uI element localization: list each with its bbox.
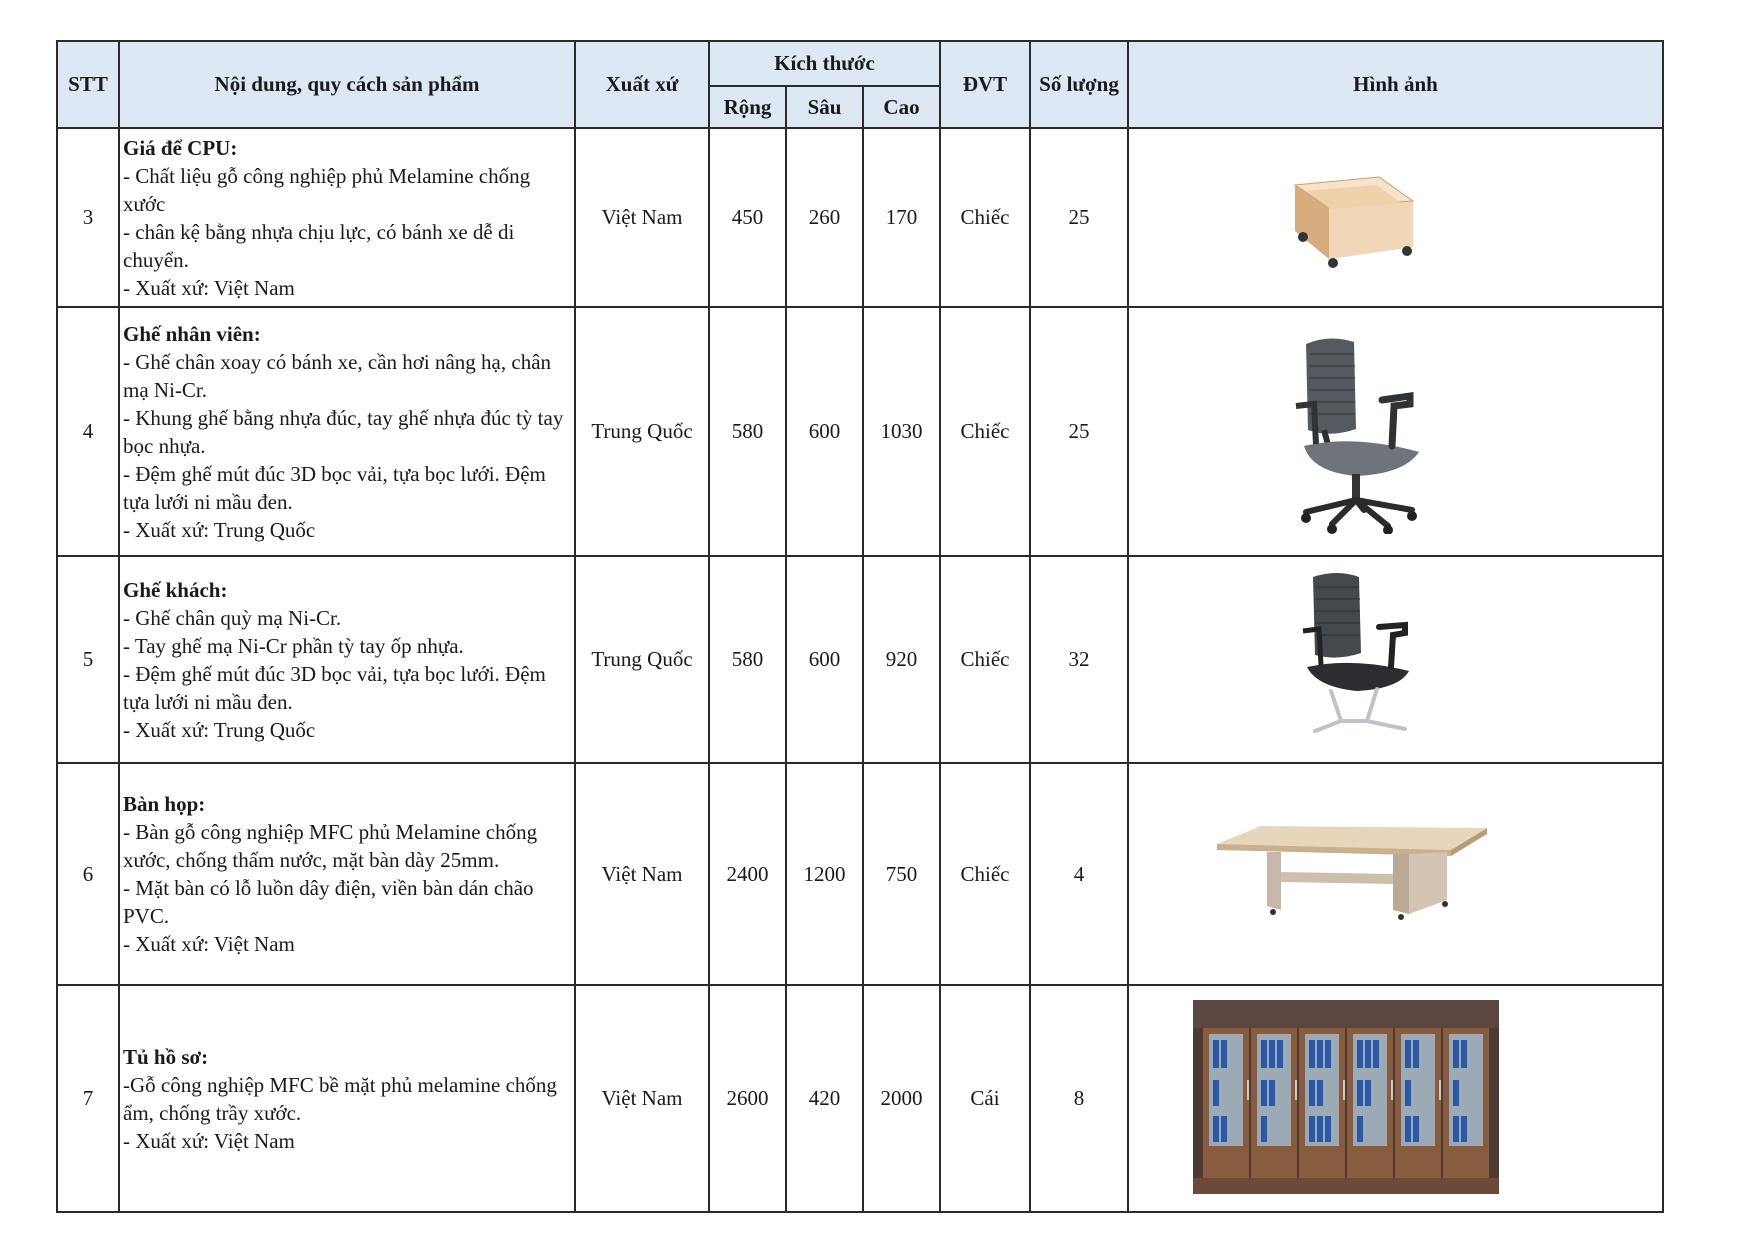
cell-height: 170 (863, 128, 940, 307)
cell-origin: Việt Nam (575, 763, 709, 985)
cell-unit: Chiếc (940, 763, 1030, 985)
cell-width: 450 (709, 128, 786, 307)
cell-image (1128, 307, 1663, 556)
cell-origin: Trung Quốc (575, 307, 709, 556)
cell-description (119, 128, 575, 307)
cell-quantity: 4 (1030, 763, 1128, 985)
spec-line: - Xuất xứ: Trung Quốc (123, 717, 316, 742)
header-dimensions: Kích thước (709, 41, 940, 86)
cell-unit: Cái (940, 985, 1030, 1212)
header-unit: ĐVT (940, 41, 1030, 128)
header-image: Hình ảnh (1128, 41, 1663, 128)
cell-description (119, 763, 575, 985)
cell-quantity: 25 (1030, 307, 1128, 556)
guest-chair-photo (1297, 571, 1417, 741)
cell-stt: 5 (57, 556, 119, 763)
spec-line: - Ghế chân quỳ mạ Ni-Cr. (123, 605, 342, 630)
cell-depth: 600 (786, 307, 863, 556)
spec-line: - Xuất xứ: Việt Nam (123, 932, 295, 956)
product-spec-sheet (56, 40, 1662, 1213)
cell-origin: Việt Nam (575, 128, 709, 307)
cell-width: 580 (709, 307, 786, 556)
table-row (57, 307, 1663, 556)
header-origin: Xuất xứ (575, 41, 709, 128)
spec-line: - Xuất xứ: Trung Quốc (123, 517, 316, 542)
cell-unit: Chiếc (940, 128, 1030, 307)
cell-depth: 420 (786, 985, 863, 1212)
header-stt: STT (57, 41, 119, 128)
spec-line: - Mặt bàn có lỗ luồn dây điện, viền bàn dán chão PVC. (123, 876, 534, 928)
cell-image (1128, 556, 1663, 763)
spec-line: - Đệm ghế mút đúc 3D bọc vải, tựa bọc lưới. Đệm tựa lưới ni mầu đen. (123, 461, 546, 514)
header-width: Rộng (709, 86, 786, 128)
cell-stt: 4 (57, 307, 119, 556)
cell-depth: 600 (786, 556, 863, 763)
cell-image (1128, 763, 1663, 985)
office-chair-photo (1284, 334, 1434, 534)
spec-line: -Gỗ công nghiệp MFC bề mặt phủ melamine chống ẩm, chống trầy xước. (123, 1072, 557, 1125)
cell-stt: 3 (57, 128, 119, 307)
item-title: Giá để CPU: (123, 135, 238, 160)
header-quantity: Số lượng (1030, 41, 1128, 128)
cell-width: 580 (709, 556, 786, 763)
cell-description (119, 556, 575, 763)
cell-origin: Trung Quốc (575, 556, 709, 763)
cell-height: 750 (863, 763, 940, 985)
item-title: Bàn họp: (123, 792, 206, 816)
cell-width: 2600 (709, 985, 786, 1212)
cpu-stand-photo (1289, 171, 1419, 269)
table-row (57, 128, 1663, 307)
cell-stt: 7 (57, 985, 119, 1212)
spec-line: - Tay ghế mạ Ni-Cr phần tỳ tay ốp nhựa. (123, 633, 464, 658)
header-depth: Sâu (786, 86, 863, 128)
spec-line: - Xuất xứ: Việt Nam (123, 1128, 295, 1153)
cell-quantity: 25 (1030, 128, 1128, 307)
spec-line: - chân kệ bằng nhựa chịu lực, có bánh xe dễ di chuyển. (123, 219, 515, 272)
table-row (57, 985, 1663, 1212)
spec-line: - Đệm ghế mút đúc 3D bọc vải, tựa bọc lưới. Đệm tựa lưới ni mầu đen. (123, 661, 546, 714)
file-cabinet-photo (1193, 1000, 1499, 1194)
cell-unit: Chiếc (940, 307, 1030, 556)
header-height: Cao (863, 86, 940, 128)
product-table (56, 40, 1664, 1213)
cell-depth: 260 (786, 128, 863, 307)
item-title: Ghế nhân viên: (123, 321, 261, 346)
cell-image (1128, 128, 1663, 307)
cell-stt: 6 (57, 763, 119, 985)
cell-width: 2400 (709, 763, 786, 985)
cell-quantity: 32 (1030, 556, 1128, 763)
item-title: Tủ hồ sơ: (123, 1044, 209, 1069)
header-content: Nội dung, quy cách sản phẩm (119, 41, 575, 128)
meeting-table-photo (1215, 822, 1490, 928)
cell-origin: Việt Nam (575, 985, 709, 1212)
cell-description (119, 985, 575, 1212)
cell-height: 1030 (863, 307, 940, 556)
cell-height: 2000 (863, 985, 940, 1212)
cell-image (1128, 985, 1663, 1212)
cell-unit: Chiếc (940, 556, 1030, 763)
table-row (57, 763, 1663, 985)
cell-quantity: 8 (1030, 985, 1128, 1212)
spec-line: - Ghế chân xoay có bánh xe, cần hơi nâng hạ, chân mạ Ni-Cr. (123, 349, 552, 402)
spec-line: - Xuất xứ: Việt Nam (123, 275, 295, 300)
spec-line: - Khung ghế bằng nhựa đúc, tay ghế nhựa đúc tỳ tay bọc nhựa. (123, 405, 564, 458)
cell-height: 920 (863, 556, 940, 763)
spec-line: - Chất liệu gỗ công nghiệp phủ Melamine chống xước (123, 163, 531, 216)
cell-depth: 1200 (786, 763, 863, 985)
spec-line: - Bàn gỗ công nghiệp MFC phủ Melamine chống xước, chống thấm nước, mặt bàn dày 25mm. (123, 820, 538, 872)
table-header (57, 41, 1663, 128)
table-row (57, 556, 1663, 763)
item-title: Ghế khách: (123, 577, 228, 602)
cell-description (119, 307, 575, 556)
